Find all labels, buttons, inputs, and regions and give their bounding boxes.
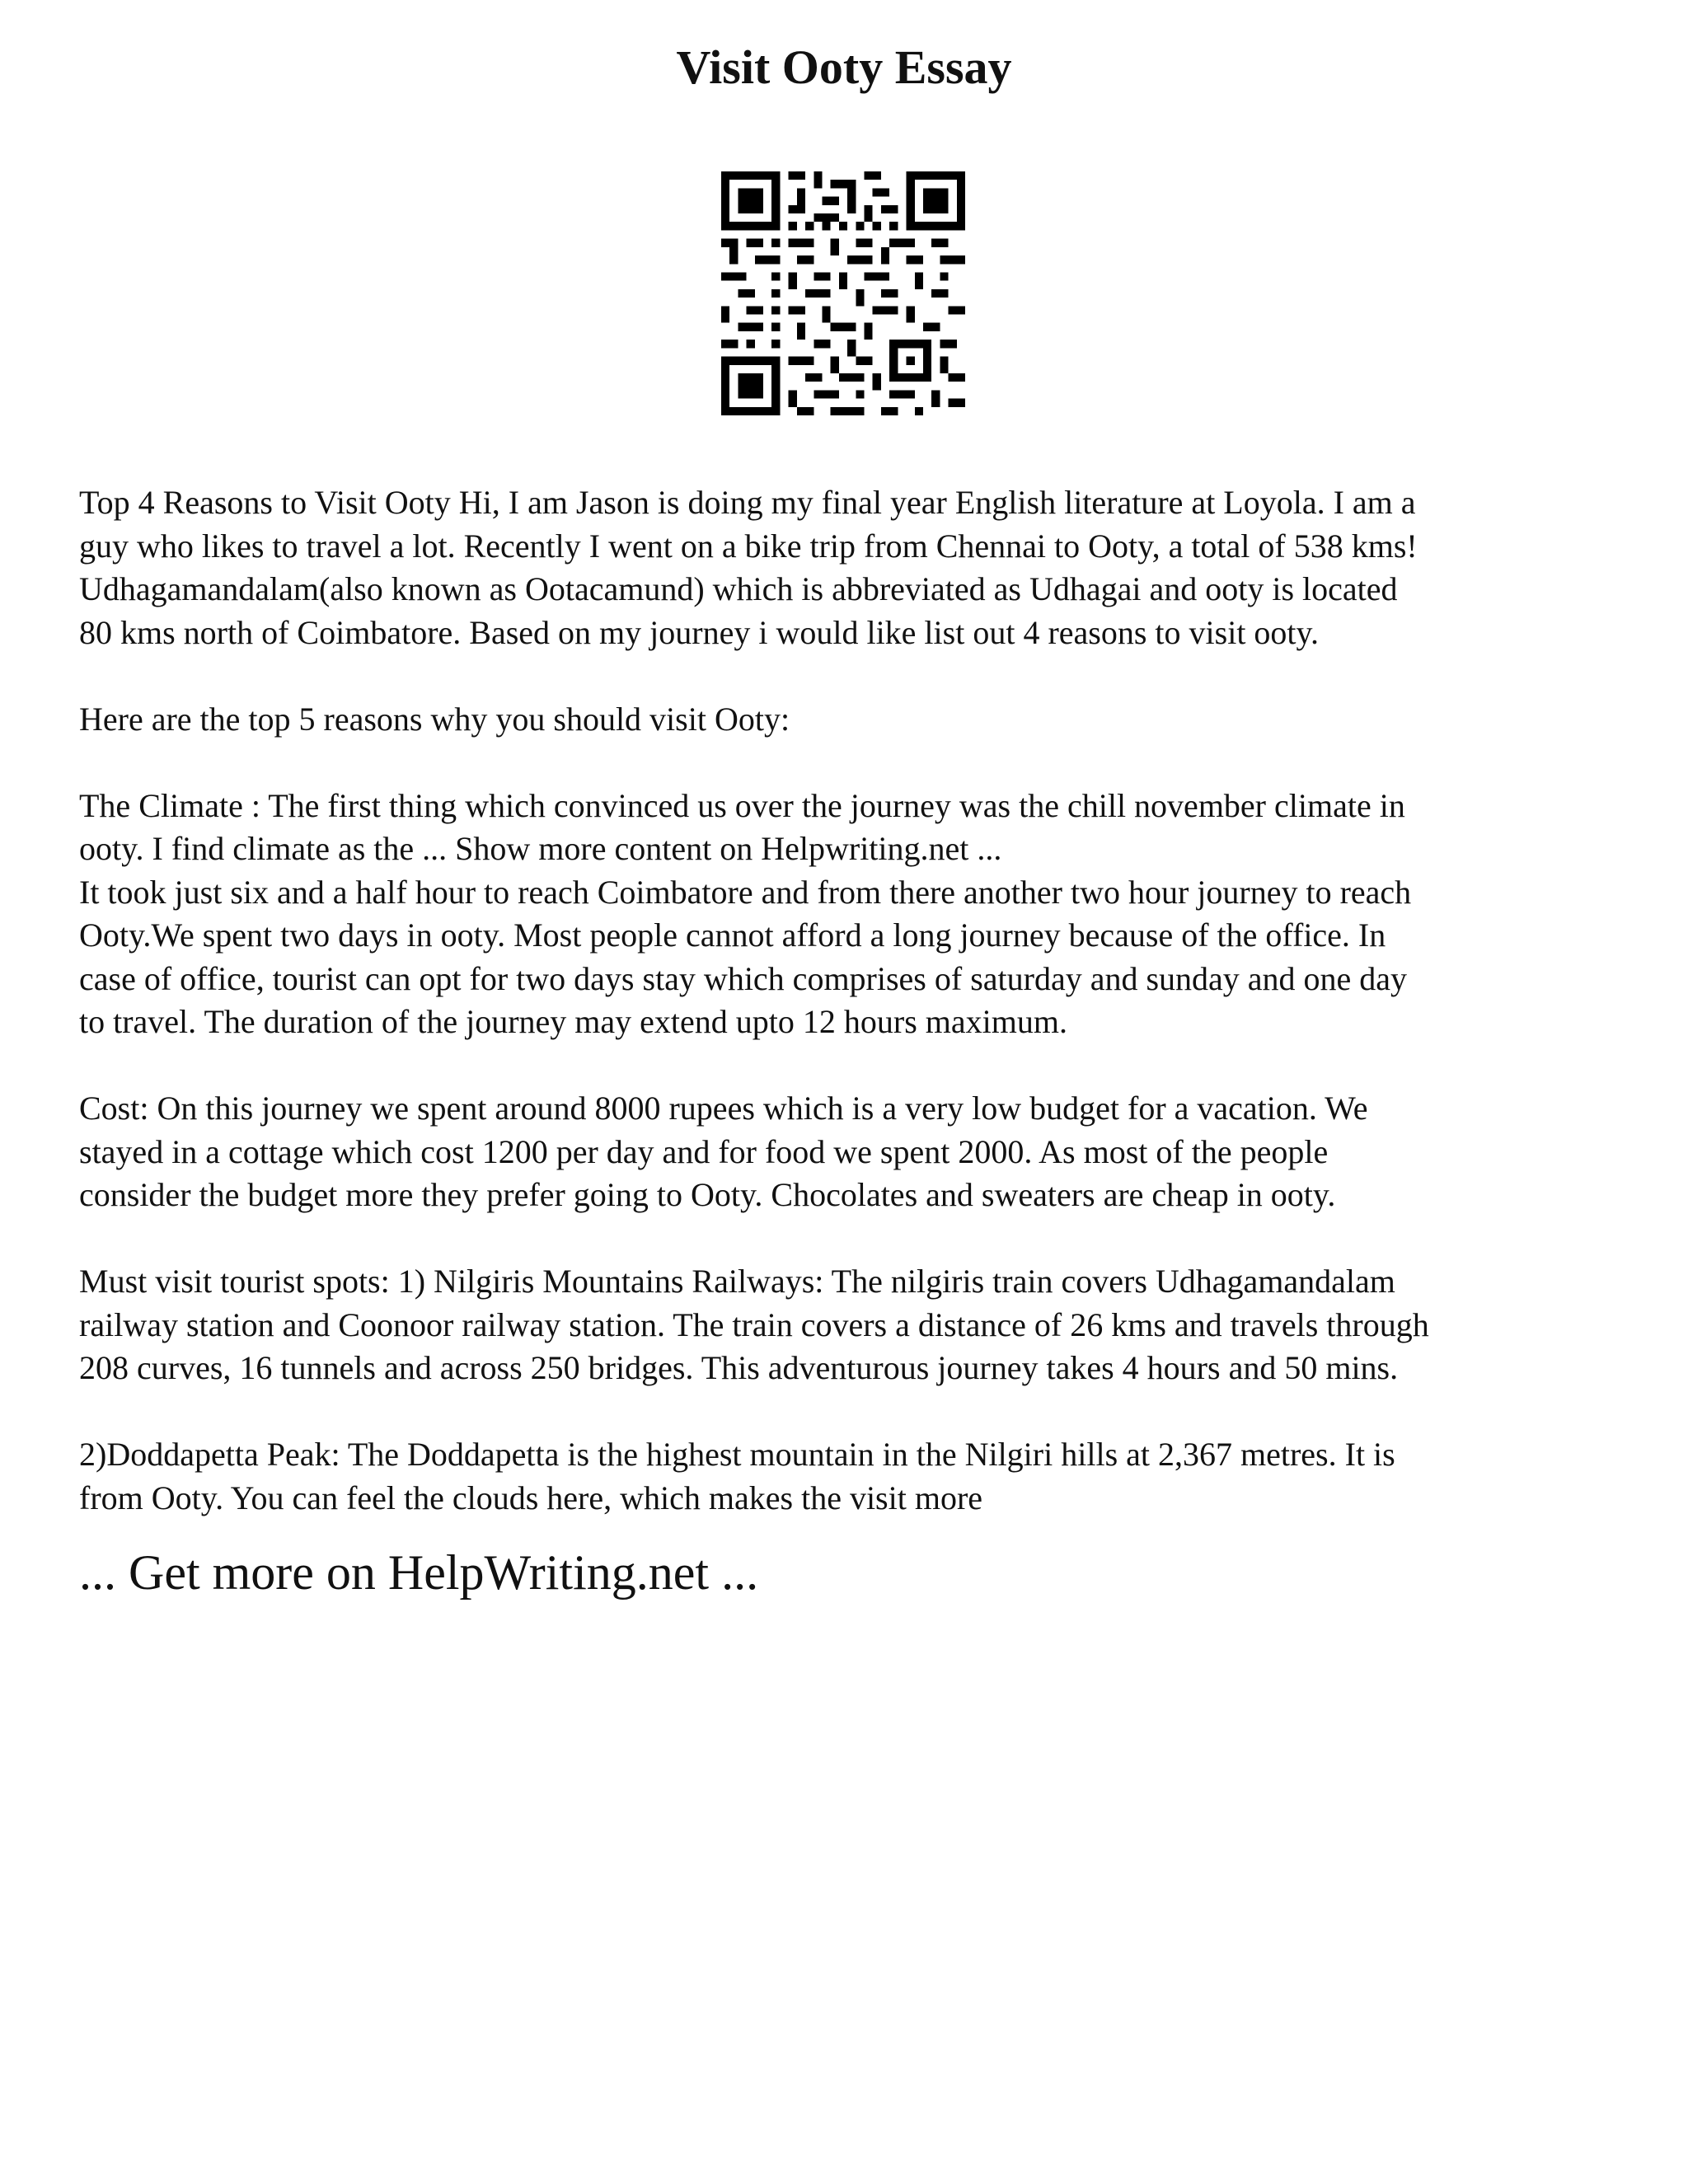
- qr-code-icon: [721, 171, 965, 415]
- paragraph-travel-time: It took just six and a half hour to reach Coimbatore and from there another two hour journey to reach Ooty.We spent two days in ooty. Most people cannot afford a long journey because of the office. In case of office, tourist can opt for two days stay which comprises of saturday and sunday and one day to travel. The duration of the journey may extend upto 12 hours maximum.: [79, 873, 1412, 1040]
- paragraph-doddapetta: 2)Doddapetta Peak: The Doddapetta is the highest mountain in the Nilgiri hills at 2,367 metres. It is from Ooty. You can feel the clouds here, which makes the visit more: [79, 1436, 1395, 1516]
- paragraph-climate: The Climate : The first thing which convinced us over the journey was the chill november climate in ooty. I find climate as the ... Show more content on Helpwriting.net ...: [79, 786, 1405, 867]
- paragraph-tourist-spots: Must visit tourist spots: 1) Nilgiris Mountains Railways: The nilgiris train covers Udhagamandalam railway station and Coonoor railway station. The train covers a distance of 26 kms and travels through 208 curves, 16 tunnels and across 250 bridges. This adventurous journey takes 4 hours and 50 mins.: [79, 1263, 1429, 1386]
- paragraph-cost: Cost: On this journey we spent around 8000 rupees which is a very low budget for a vacation. We stayed in a cottage which cost 1200 per day and for food we spent 2000. As most of the people consider the budget more they prefer going to Ooty. Chocolates and sweaters are cheap in ooty.: [79, 1090, 1368, 1213]
- get-more-link[interactable]: ... Get more on HelpWriting.net ...: [79, 1545, 759, 1600]
- paragraph-top-reasons: Here are the top 5 reasons why you should visit Ooty:: [79, 700, 790, 738]
- document-title: Visit Ooty Essay: [676, 40, 1012, 94]
- essay-body: [79, 481, 1629, 1520]
- paragraph-intro: Top 4 Reasons to Visit Ooty Hi, I am Jason is doing my final year English literature at Loyola. I am a guy who likes to travel a lot. Recently I went on a bike trip from Chennai to Ooty, a total of 538 kms! Udhagamandalam(also known as Ootacamund) which is abbreviated as Udhagai and ooty is located 80 kms north of Coimbatore. Based on my journey i would like list out 4 reasons to visit ooty.: [79, 484, 1418, 651]
